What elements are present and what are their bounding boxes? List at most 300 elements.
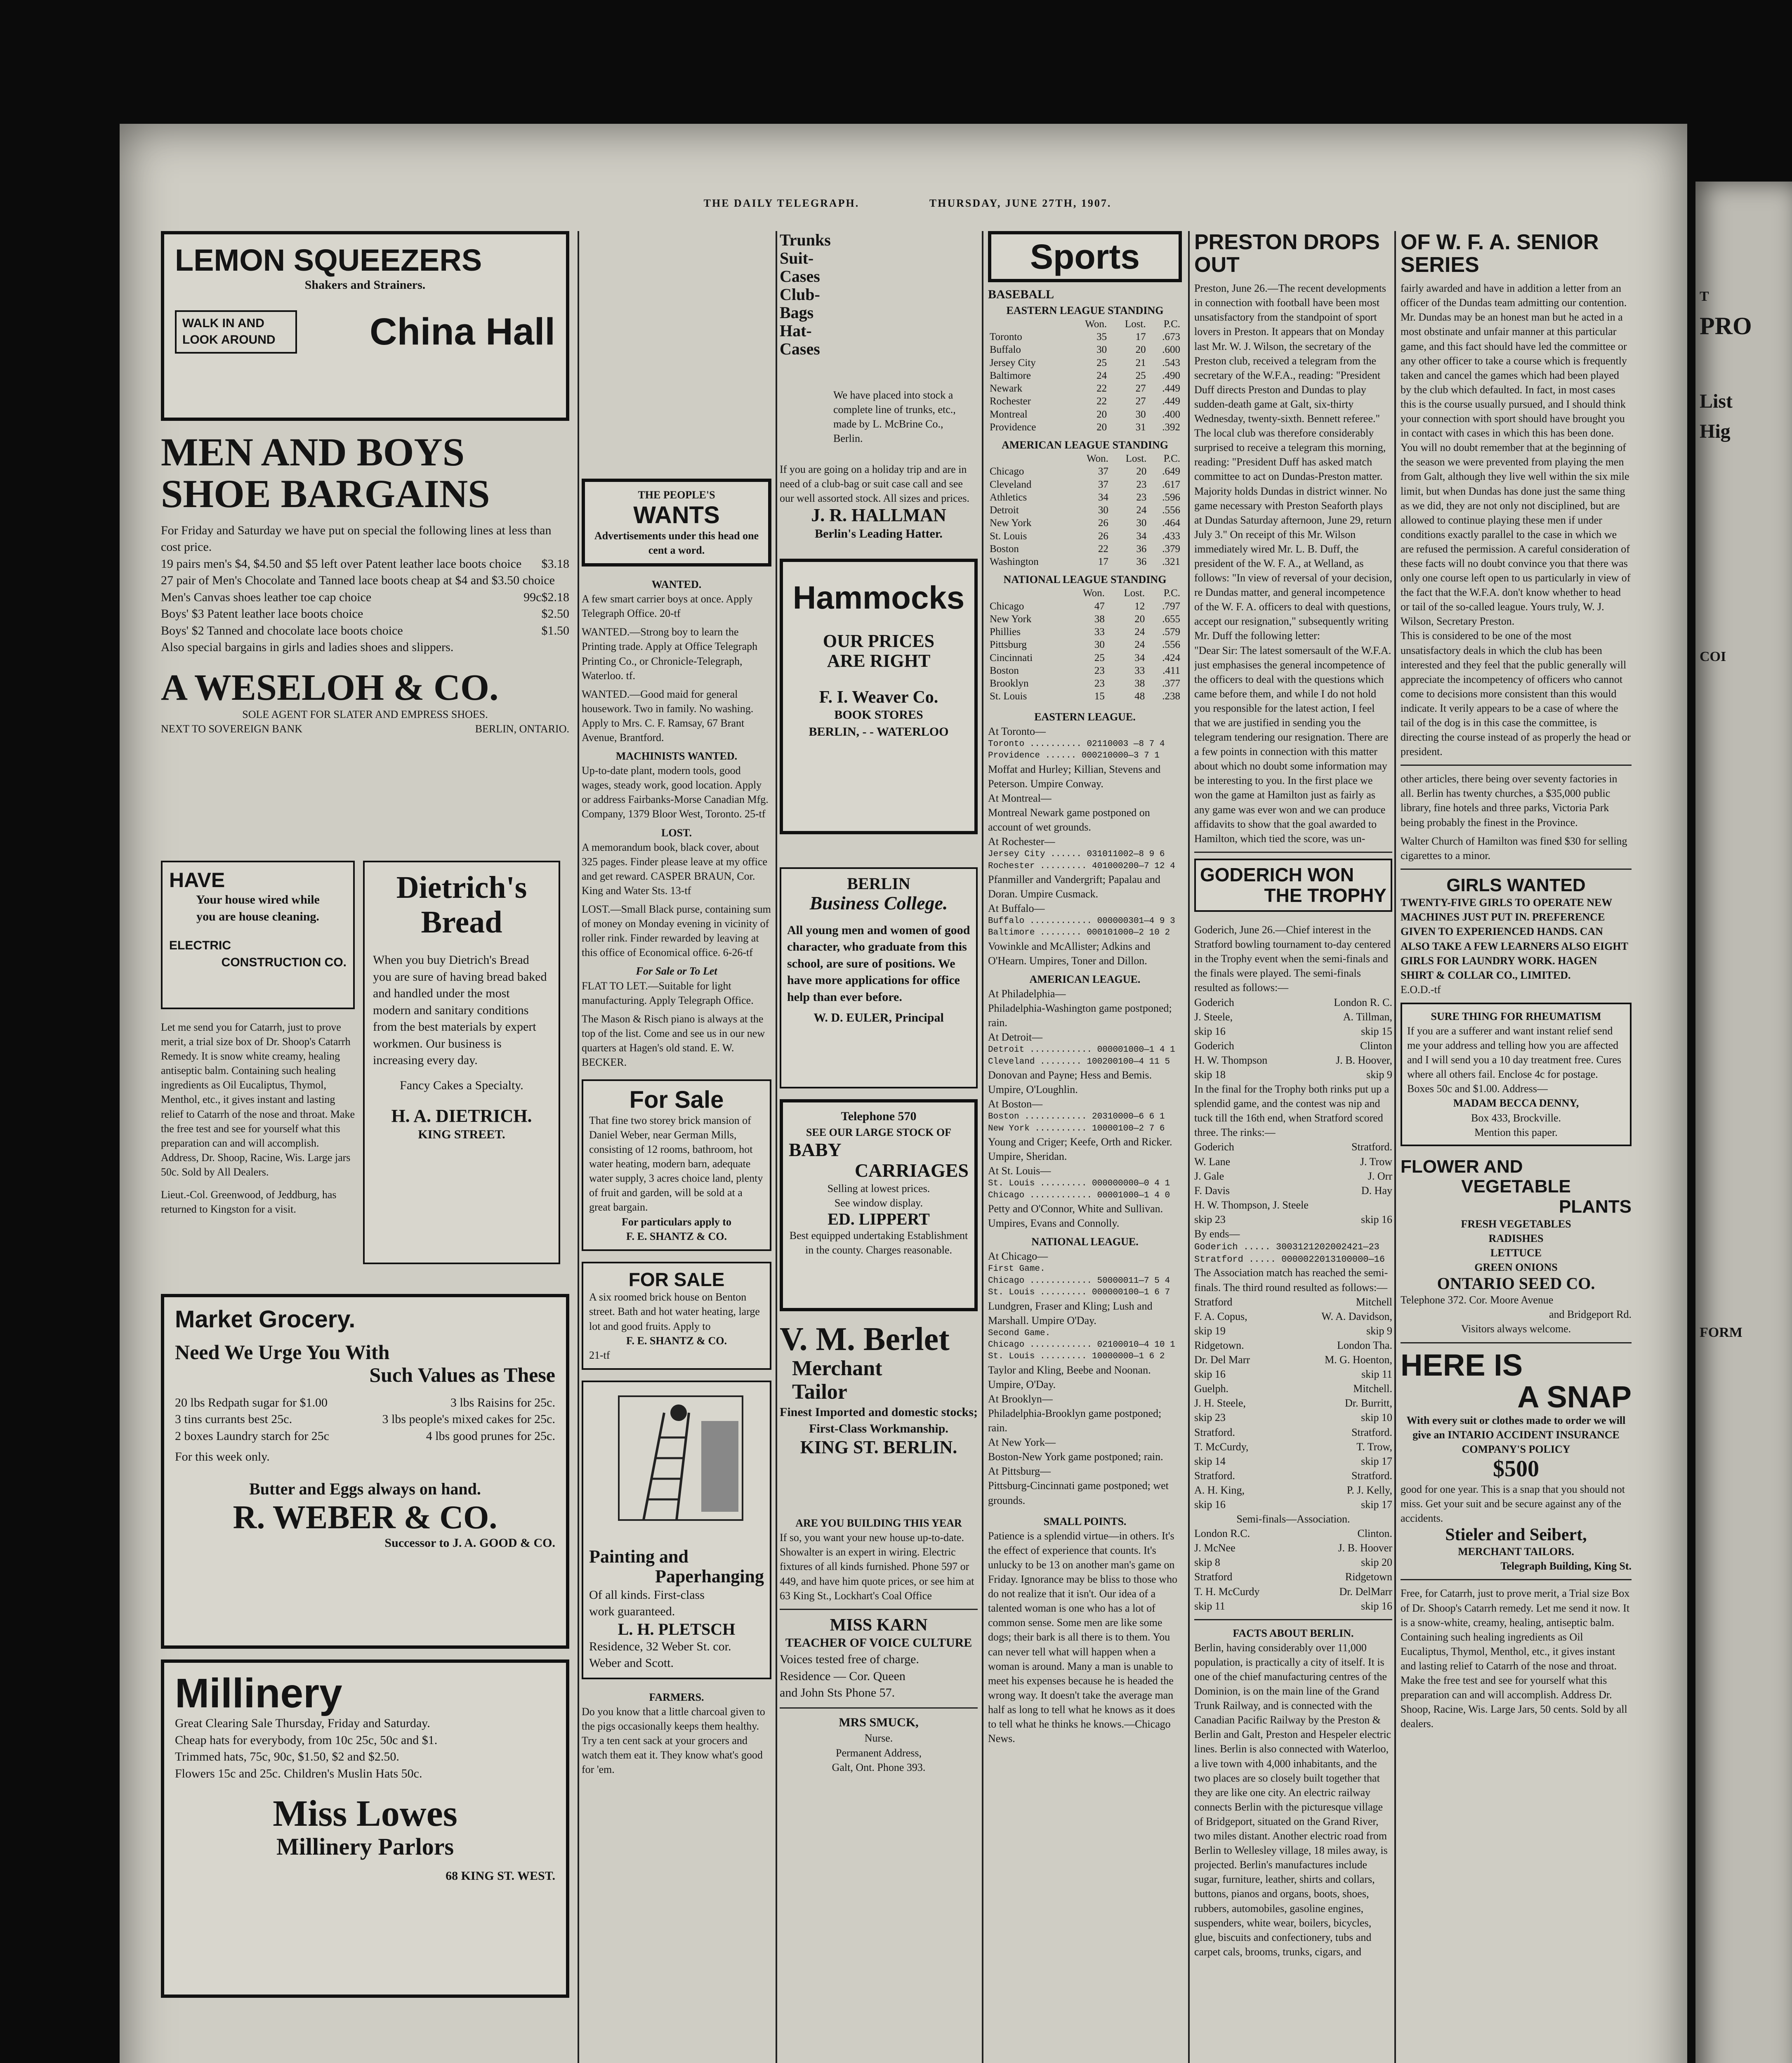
standings-cell: 36: [1136, 556, 1147, 568]
weaver-sub: BOOK STORES: [834, 708, 923, 722]
standings-cell: Cleveland: [990, 479, 1032, 490]
rink-cell: J. Orr: [1368, 1170, 1392, 1182]
electric-title: HAVE: [169, 869, 225, 892]
lippert-line: Best equipped undertaking Establishment in the county. Charges reasonable.: [789, 1230, 968, 1256]
association-semi-results: [1194, 1526, 1392, 1613]
rink-cell: skip 23: [1194, 1213, 1226, 1225]
hammocks-line: OUR PRICES: [823, 631, 935, 651]
standings-row: [988, 465, 1182, 478]
grocery-item-row: 3 tins currants best 25c. 3 lbs people's mixed cakes for 25c.: [175, 1412, 555, 1426]
standings-cell: Buffalo: [990, 344, 1021, 356]
stieler-sub: MERCHANT TAILORS.: [1458, 1546, 1574, 1558]
issue-date: THURSDAY, JUNE 27TH, 1907.: [929, 197, 1112, 209]
bread-title-1: Dietrich's: [396, 870, 527, 905]
for-sale-apply: For particulars apply to: [621, 1216, 732, 1228]
match-cell: P. J. Kelly,: [1346, 1484, 1392, 1496]
weaver-town: BERLIN, - - WATERLOO: [809, 725, 949, 739]
match-cell: skip 11: [1361, 1368, 1392, 1381]
standings-cell: New York: [990, 613, 1032, 625]
match-cell: J. McNee: [1194, 1542, 1236, 1554]
semi-finals-head: Semi-finals—Association.: [1236, 1513, 1350, 1525]
standings-header-cell: Won.: [1087, 453, 1108, 465]
column-rule: [982, 231, 983, 2063]
american-standings-table: [988, 452, 1182, 568]
game-note: Boston-New York game postponed; rain.: [988, 1451, 1163, 1463]
standings-cell: 22: [1096, 383, 1107, 394]
standings-row: [988, 517, 1182, 529]
millinery-title: Millinery: [175, 1670, 342, 1716]
standing-head: EASTERN LEAGUE STANDING: [1006, 304, 1164, 316]
goderich-para: The Association match has reached the semi-finals. The third round resulted as follows:—: [1194, 1267, 1388, 1294]
game-score-line: Chicago ............ 00001000—1 4 0: [988, 1190, 1170, 1200]
pletsch-firm: L. H. PLETSCH: [618, 1619, 736, 1638]
match-cell: skip 17: [1361, 1455, 1392, 1467]
smuck-name: MRS SMUCK,: [839, 1715, 919, 1729]
edge-fragment: FORM: [1700, 1325, 1742, 1340]
match-cell: A. H. King,: [1194, 1484, 1245, 1496]
millinery-line: Flowers 15c and 25c. Children's Muslin Hats 50c.: [175, 1766, 422, 1780]
painting-ad: [582, 1381, 771, 1679]
game-location: At Buffalo—: [988, 902, 1045, 915]
standings-cell: St. Louis: [990, 691, 1027, 702]
standings-cell: Boston: [990, 543, 1019, 555]
preston-para: "Dear Sir: The latest somersault of the W.F.A. just emphasises the general incompetence of the officers to deal with the questions which came before them, and while I do not hold you responsible for the latest action, I feel that we are justified in sending you the telegram tendering our resignation. There are a few points in connection with this matter about which no doubt some information may be interesting to you. In the first place we won the game at Hamilton just as fairly as any game was ever won and we can produce affidavits to show that the goal awarded to Hamilton, which tied the score, was un-: [1194, 644, 1391, 845]
rink-line: [1194, 1183, 1392, 1198]
match-line: [1194, 1367, 1392, 1381]
game-score-line: Providence ...... 000210000—3 7 1: [988, 751, 1160, 761]
game-note: Donovan and Payne; Hess and Bemis. Umpire, O'Loughlin.: [988, 1069, 1152, 1096]
league-head: NATIONAL LEAGUE.: [1031, 1236, 1139, 1248]
seed-firm: ONTARIO SEED CO.: [1437, 1274, 1595, 1293]
standings-cell: 27: [1135, 396, 1146, 407]
standings-row: [988, 690, 1182, 703]
for-sale-ad-2: [582, 1262, 771, 1370]
shoe-line: Men's Canvas shoes leather toe cap choice 99c: [161, 590, 542, 604]
grocery-item-row: 20 lbs Redpath sugar for $1.00 3 lbs Raisins for 25c.: [175, 1395, 555, 1409]
rink-line: [1194, 1169, 1392, 1183]
standings-cell: 24: [1134, 639, 1145, 651]
trophy-rinks: [1194, 1140, 1392, 1227]
hammocks-title: Hammocks: [792, 579, 965, 616]
shoe-title-2: SHOE BARGAINS: [161, 471, 490, 516]
standings-cell: Newark: [990, 383, 1023, 394]
standings-row: [988, 543, 1182, 555]
match-line: [1194, 1338, 1392, 1353]
match-cell: Goderich: [1194, 1039, 1234, 1052]
pletsch-address: Weber and Scott.: [589, 1656, 674, 1670]
game-location: At Boston—: [988, 1098, 1043, 1110]
painting-line: Of all kinds. First-class: [589, 1588, 705, 1602]
goderich-h1: GODERICH WON: [1200, 864, 1354, 885]
for-sale-ad-1: [582, 1079, 771, 1251]
standings-header-cell: P.C.: [1163, 588, 1180, 599]
trunk-item: Hat-: [780, 321, 812, 340]
grocery-urge-2: Such Values as These: [369, 1363, 555, 1386]
weseloh-firm: A WESELOH & CO.: [161, 667, 499, 708]
standings-cell: Providence: [990, 421, 1036, 433]
grocery-item-row: 2 boxes Laundry starch for 25c 4 lbs good prunes for 25c.: [175, 1429, 555, 1443]
standings-cell: 38: [1094, 613, 1105, 625]
standings-row: [988, 421, 1182, 434]
carriage-baby: BABY: [789, 1139, 842, 1160]
game-score-line: Rochester ......... 401000200—7 12 4: [988, 861, 1175, 871]
grocery-week: For this week only.: [175, 1450, 270, 1464]
match-cell: J. B. Hoover,: [1336, 1054, 1392, 1066]
standings-cell: .449: [1162, 383, 1180, 394]
game-location: At Brooklyn—: [988, 1393, 1053, 1405]
wants-header: [582, 479, 771, 566]
match-cell: skip 8: [1194, 1556, 1220, 1569]
match-cell: F. A. Copus,: [1194, 1310, 1247, 1322]
match-cell: skip 20: [1361, 1556, 1392, 1569]
game-note: Lundgren, Fraser and Kling; Lush and Marshall. Umpire O'Day.: [988, 1300, 1153, 1327]
millinery-parlors: Millinery Parlors: [276, 1833, 454, 1860]
edge-fragment: List: [1700, 390, 1733, 412]
standings-header-row: [988, 452, 1182, 465]
electric-firm: CONSTRUCTION CO.: [221, 955, 347, 969]
carriage-line: Selling at lowest prices.: [827, 1182, 930, 1194]
standings-cell: Jersey City: [990, 357, 1036, 368]
match-line: [1194, 1440, 1392, 1454]
game-score-line: Baltimore ........ 000101000—2 10 2: [988, 928, 1170, 938]
by-ends: By ends—: [1194, 1228, 1240, 1240]
standings-cell: 24: [1136, 505, 1147, 516]
girls-wanted-head: GIRLS WANTED: [1446, 875, 1586, 895]
small-points-body: Patience is a splendid virtue—in others. It's the effect of experience that counts. It's unlucky to be 13 on another man's game on Friday. Ignorance may be bliss to those who do not realize that it isn't. Our idea of a talented woman is one who has a lot of common sense. Some men are like some dogs; their bark is all there is to them. You can never tell what will happen when a woman is around. Many a man is unable to meet his expenses because he is headed the wrong way. It doesn't take the average man half as long to tell what he knows as it does to tell what he thinks he knows.—Chicago News.: [988, 1530, 1177, 1745]
carriage-see: SEE OUR LARGE STOCK OF: [806, 1126, 952, 1138]
standings-cell: .424: [1162, 652, 1180, 663]
carriage-line: See window display.: [834, 1197, 923, 1209]
standings-cell: .556: [1162, 505, 1180, 516]
want-body: WANTED.—Good maid for general housework. Two in family. No washing. Apply to Mrs. C. F. Ramsay, 67 Brant Avenue, Brantford.: [582, 688, 754, 744]
game-score-line: New York .......... 10000100—2 7 6: [988, 1124, 1165, 1133]
standings-cell: .238: [1162, 691, 1180, 702]
snap-h2: A SNAP: [1517, 1380, 1632, 1414]
berlet-line: Finest Imported and domestic stocks;: [780, 1405, 978, 1419]
standings-header-cell: Won.: [1085, 318, 1107, 330]
match-cell: Stratford.: [1194, 1426, 1235, 1438]
match-cell: Dr. Del Marr: [1194, 1354, 1250, 1366]
match-line: [1194, 1324, 1392, 1338]
standings-cell: 12: [1134, 600, 1145, 612]
rheum-name: MADAM BECCA DENNY,: [1453, 1097, 1579, 1109]
game-location: At Rochester—: [988, 836, 1055, 848]
trunk-list: [780, 231, 829, 462]
column-rule: [1188, 231, 1190, 2063]
want-head: WANTED.: [651, 578, 702, 591]
want-body: A memorandum book, black cover, about 325 pages. Finder please leave at my office and get reward. CASPER BRAUN, Cor. King and Water Sts. 13-tf: [582, 841, 768, 897]
standings-cell: 30: [1136, 517, 1147, 529]
standings-cell: .411: [1162, 665, 1180, 676]
market-grocery-ad: [161, 1294, 569, 1649]
want-body: Up-to-date plant, modern tools, good wages, steady work, good location. Apply or address Fairbanks-Morse Canadian Mfg. Company, 1379 Bloor West, Toronto. 25-tf: [582, 765, 769, 820]
for-sale-title: FOR SALE: [628, 1268, 725, 1290]
rink-cell: J. Gale: [1194, 1170, 1224, 1182]
painting-title-1: Painting and: [589, 1546, 689, 1567]
standings-row: [988, 504, 1182, 517]
match-line: [1194, 1526, 1392, 1541]
shantz-firm: F. E. SHANTZ & CO.: [626, 1230, 727, 1242]
want-head: LOST.: [661, 826, 692, 839]
ad-subtitle: Shakers and Strainers.: [304, 278, 426, 292]
column-6: [1401, 231, 1632, 2063]
shoe-bargains-ad: [161, 432, 569, 861]
standings-header-cell: [988, 452, 1070, 465]
match-line: [1194, 1309, 1392, 1324]
match-line: [1194, 1425, 1392, 1440]
weseloh-agent: SOLE AGENT FOR SLATER AND EMPRESS SHOES.: [242, 708, 488, 721]
match-line: [1194, 1468, 1392, 1483]
girls-wanted-ref: E.O.D.-tf: [1401, 983, 1441, 996]
match-cell: Ridgetown.: [1194, 1339, 1244, 1351]
standings-cell: .379: [1162, 543, 1180, 555]
wants-pre: THE PEOPLE'S: [638, 489, 715, 501]
game-location: At Pittsburg—: [988, 1465, 1051, 1478]
match-cell: Ridgetown: [1345, 1571, 1392, 1583]
dietrich-street: KING STREET.: [418, 1127, 505, 1141]
standings-cell: 30: [1098, 505, 1108, 516]
grocery-title: Market Grocery.: [175, 1306, 356, 1333]
standings-cell: 15: [1094, 691, 1105, 702]
college-title-1: BERLIN: [847, 874, 910, 893]
smuck-line: Galt, Ont. Phone 393.: [832, 1761, 926, 1773]
weseloh-address: NEXT TO SOVEREIGN BANK BERLIN, ONTARIO.: [161, 723, 569, 735]
game-score-line: St. Louis ......... 000000100—1 6 7: [988, 1288, 1170, 1298]
smuck-line: Permanent Address,: [836, 1747, 922, 1759]
bread-title-2: Bread: [421, 904, 502, 939]
match-cell: skip 16: [1194, 1498, 1226, 1511]
standings-cell: 26: [1098, 517, 1108, 529]
match-cell: skip 18: [1194, 1068, 1226, 1081]
want-body: A few smart carrier boys at once. Apply Telegraph Office. 20-tf: [582, 593, 753, 620]
goderich-headline: [1194, 859, 1392, 912]
electric-line: you are house cleaning.: [196, 909, 319, 923]
rink-cell: skip 16: [1361, 1213, 1392, 1225]
standings-cell: .673: [1162, 331, 1180, 343]
standings-header-cell: Lost.: [1125, 318, 1146, 330]
match-cell: Dr. Burritt,: [1345, 1397, 1392, 1409]
match-cell: skip 16: [1194, 1368, 1226, 1381]
business-college-ad: [780, 867, 978, 1088]
shoe-line: 19 pairs men's $4, $4.50 and $5 left over Patent leather lace boots choice $3.18: [161, 557, 569, 571]
association-results: [1194, 1295, 1392, 1512]
grocery-butter: Butter and Eggs always on hand.: [249, 1479, 481, 1498]
game-location: At New York—: [988, 1436, 1056, 1449]
game-location: At Montreal—: [988, 792, 1052, 804]
match-line: [1194, 1067, 1392, 1082]
standings-cell: 36: [1136, 543, 1147, 555]
match-cell: Stratford: [1194, 1571, 1233, 1583]
electric-line: Your house wired while: [196, 893, 320, 906]
match-line: [1194, 1381, 1392, 1396]
carriage-title: CARRIAGES: [854, 1160, 969, 1181]
match-cell: Stratford: [1194, 1296, 1233, 1308]
karn-line: Residence — Cor. Queen: [780, 1669, 905, 1683]
standings-cell: 22: [1096, 396, 1107, 407]
game-location: At Toronto—: [988, 725, 1046, 737]
lippert-firm: ED. LIPPERT: [828, 1210, 930, 1229]
standings-row: [988, 330, 1182, 343]
match-cell: Goderich: [1194, 996, 1234, 1008]
standings-row: [988, 530, 1182, 543]
trunk-item: Cases: [780, 267, 820, 286]
match-line: [1194, 1396, 1392, 1410]
standings-row: [988, 613, 1182, 626]
standings-cell: 26: [1098, 530, 1108, 542]
game-score-line: St. Louis ......... 10000000—1 6 2: [988, 1352, 1165, 1362]
snap-amount: $500: [1493, 1456, 1539, 1482]
game-note: Vowinkle and McAllister; Adkins and O'Hearn. Umpires, Toner and Dillon.: [988, 940, 1151, 967]
standings-row: [988, 408, 1182, 421]
standings-cell: 38: [1134, 678, 1145, 689]
game-score-line: Cleveland ........ 100200100—4 11 5: [988, 1057, 1170, 1067]
building-head: ARE YOU BUILDING THIS YEAR: [795, 1517, 962, 1530]
standings-header-row: [988, 318, 1182, 330]
catarrh-notice: Let me send you for Catarrh, just to prove merit, a trial size box of Dr. Shoop's Catarrh Remedy. It is snow white creamy, healing antiseptic balm. Containing such healing ingredients as Oil Eucaliptus, Thymol, Menthol, etc., it gives instant and lasting relief to Catarrh of the nose and throat. Make the free test and see for yourself what this preparation can and will accomplish. Address, Dr. Shoop, Racine, Wis. Large jars 50c. Sold by All Dealers.: [161, 1021, 355, 1178]
berlet-tailor-ad: [780, 1322, 978, 1516]
standings-row: [988, 651, 1182, 664]
game-score-line: Jersey City ...... 031011002—8 9 6: [988, 850, 1165, 859]
standings-cell: Cincinnati: [990, 652, 1033, 663]
standings-cell: Boston: [990, 665, 1019, 676]
standings-cell: .392: [1162, 421, 1180, 433]
preston-para: This is considered to be one of the most unsatisfactory deals in which the club has been interested and they feel that the public generally will appreciate the incompetency of officers who cannot come to decisions more consistent than this would indicate. It verily appears to be a case of where the tail of the dog is in this case the committee, is directing the course instead of as properly the head or president.: [1401, 630, 1631, 758]
match-line: [1194, 1555, 1392, 1570]
match-line: [1194, 1454, 1392, 1468]
standings-cell: .797: [1162, 600, 1180, 612]
game-location: At St. Louis—: [988, 1165, 1051, 1177]
sports-banner: [988, 231, 1182, 282]
match-cell: skip 9: [1366, 1068, 1392, 1081]
for-sale-body: A six roomed brick house on Benton street. Bath and hot water heating, large lot and good fruits. Apply to: [589, 1291, 760, 1332]
masthead: [157, 197, 1658, 214]
game-note: Philadelphia-Brooklyn game postponed; rain.: [988, 1407, 1162, 1434]
game-note: Taylor and Kling, Beebe and Noonan. Umpire, O'Day.: [988, 1364, 1151, 1390]
standings-cell: .579: [1162, 626, 1180, 638]
standings-row: [988, 626, 1182, 638]
colonel-notice: Lieut.-Col. Greenwood, of Jeddburg, has returned to Kingston for a visit.: [161, 1189, 337, 1216]
standings-cell: Athletics: [990, 491, 1027, 503]
game-note: Pittsburg-Cincinnati game postponed; wet grounds.: [988, 1480, 1169, 1506]
stieler-firm: Stieler and Seibert,: [1445, 1525, 1587, 1545]
match-cell: Stratford.: [1351, 1426, 1392, 1438]
rink-cell: W. Lane: [1194, 1155, 1231, 1168]
match-line: [1194, 1010, 1392, 1024]
preston-headline-1: PRESTON DROPS OUT: [1194, 231, 1380, 277]
girls-wanted-body: TWENTY-FIVE GIRLS TO OPERATE NEW MACHINES JUST PUT IN. PREFERENCE GIVEN TO EXPERIENCED HANDS. CAN ALSO TAKE A FEW LEARNERS ALSO EIGHT GIRLS FOR LAUNDRY WORK. HAGEN SHIRT & COLLAR CO., LIMITED.: [1401, 897, 1628, 981]
standings-cell: St. Louis: [990, 530, 1027, 542]
league-head: EASTERN LEAGUE.: [1034, 710, 1136, 723]
standings-cell: .596: [1162, 491, 1180, 503]
match-cell: J. Steele,: [1194, 1010, 1233, 1023]
match-line: [1194, 995, 1392, 1010]
game-note: Moffat and Hurley; Killian, Stevens and Peterson. Umpire Conway.: [988, 763, 1161, 790]
standings-header-cell: P.C.: [1163, 453, 1180, 465]
rink-line: [1194, 1198, 1392, 1212]
church-note: Walter Church of Hamilton was fined $30 for selling cigarettes to a minor.: [1401, 835, 1627, 862]
standings-cell: 47: [1094, 600, 1105, 612]
standings-cell: 34: [1098, 491, 1108, 503]
hammocks-ad: [780, 559, 978, 834]
game-location: At Chicago—: [988, 1250, 1048, 1263]
china-hall: China Hall: [370, 311, 555, 353]
standings-row: [988, 382, 1182, 395]
semi-final-results: [1194, 995, 1392, 1082]
millinery-address: 68 KING ST. WEST.: [446, 1869, 555, 1883]
factories-para: other articles, there being over seventy factories in all. Berlin has twenty churches, a $35,000 public library, fine hotels and three parks, Victoria Park being probably the finest in the Province.: [1401, 773, 1618, 829]
match-line: [1194, 1295, 1392, 1309]
match-cell: skip 17: [1361, 1498, 1392, 1511]
standings-cell: 23: [1094, 665, 1105, 676]
match-cell: Stratford.: [1194, 1469, 1235, 1482]
seed-item: RADISHES: [1488, 1232, 1544, 1244]
standings-header-cell: Won.: [1083, 588, 1105, 599]
standings-cell: 34: [1134, 652, 1145, 663]
eastern-standings-table: [988, 318, 1182, 434]
seed-item: GREEN ONIONS: [1474, 1261, 1558, 1274]
match-cell: Clinton.: [1357, 1527, 1392, 1540]
seed-h2: VEGETABLE: [1461, 1176, 1571, 1197]
standings-cell: 30: [1135, 408, 1146, 420]
standings-header-cell: Lost.: [1125, 453, 1147, 465]
snap-h1: HERE IS: [1401, 1348, 1523, 1382]
match-line: [1194, 1570, 1392, 1584]
carriages-ad: [780, 1099, 978, 1311]
facing-page-edge: [1695, 182, 1792, 2063]
for-sale-title: For Sale: [629, 1086, 724, 1114]
match-cell: J. B. Hoover: [1338, 1542, 1392, 1554]
want-body: WANTED.—Strong boy to learn the Printing trade. Apply at Office Telegraph Printing Co., or Chronicle-Telegraph, Waterloo. tf.: [582, 626, 758, 682]
seed-h3: PLANTS: [1559, 1196, 1632, 1217]
game-location: At Detroit—: [988, 1031, 1043, 1043]
facts-body: Berlin, having considerably over 11,000 population, is practically a city of itself. It is one of the chief manufacturing centres of the Dominion, is on the main line of the Grand Trunk Railway, and is connected with the Canadian Pacific Railway by the Preston & Berlin and Galt, Preston and Hespeler electric lines. Berlin is also connected with Waterloo, a live town with 4,000 inhabitants, and the two places are so closely built together that they are like one city. An electric railway connects Berlin with the picturesque village of Bridgeport, situated on the Grand River, two miles distant. Another electric road from Berlin to Wellesley village, 18 miles away, is projected. Berlin's manufactures include sugar, furniture, leather, shirts and collars, buttons, pianos and organs, boots, shoes, rubbers, automobiles, gasoline engines, suspenders, white wear, boilers, bicycles, glue, biscuits and confectionery, tubs and carpet cals, brooms, trunks, cigars, and: [1194, 1641, 1391, 1958]
rink-line: [1194, 1140, 1392, 1154]
shoe-also: Also special bargains in girls and ladies shoes and slippers.: [161, 640, 454, 654]
electric-firm: ELECTRIC: [169, 939, 231, 952]
millinery-line: Trimmed hats, 75c, 90c, $1.50, $2 and $2.50.: [175, 1750, 399, 1763]
catarrh-notice-2: Free, for Catarrh, just to prove merit, a Trial size Box of Dr. Shoop's Catarrh remedy. Let me send it now. It is a snow-white, creamy, healing, antiseptic balm. Containing such healing ingredients as Oil Eucaliptus, Thymol, Menthol, etc., it gives instant and lasting relief to Catarrh of the nose and throat. Make the free test and see for yourself what this preparation can and will accomplish. Address Dr. Shoop, Racine, Wis. Large Jars, 50 cents. Sold by all dealers.: [1401, 1587, 1630, 1730]
seed-item: LETTUCE: [1490, 1247, 1542, 1259]
rink-cell: D. Hay: [1361, 1184, 1392, 1197]
standings-row: [988, 677, 1182, 690]
want-head: MACHINISTS WANTED.: [615, 750, 738, 762]
match-line: [1194, 1410, 1392, 1425]
match-line: [1194, 1584, 1392, 1599]
match-line: [1194, 1541, 1392, 1555]
building-body: If so, you want your new house up-to-date. Showalter is an expert in wiring. Electric fixtures of all kinds furnished. Phone 597 or 449, and have him quote prices, or see him at 63 King St., Lockhart's Coal Office: [780, 1532, 974, 1602]
standings-cell: .543: [1162, 357, 1180, 368]
want-body: The Mason & Risch piano is always at the top of the list. Come and see us in our new quarters at Hagen's old stand. E. W. BECKER.: [582, 1013, 765, 1068]
column-1: [161, 231, 569, 2063]
standings-cell: 20: [1136, 466, 1147, 477]
standings-row: [988, 356, 1182, 369]
standings-cell: Phillies: [990, 626, 1021, 638]
game-score-line: Chicago ............ 50000011—7 5 4: [988, 1276, 1170, 1286]
standings-cell: Toronto: [990, 331, 1022, 343]
standings-cell: 34: [1136, 530, 1147, 542]
want-body: FLAT TO LET.—Suitable for light manufacturing. Apply Telegraph Office.: [582, 980, 754, 1006]
national-games: [988, 1249, 1182, 1507]
match-line: [1194, 1353, 1392, 1367]
shoe-line: 27 pair of Men's Chocolate and Tanned lace boots cheap at $4 and $3.50 choice $2.18: [161, 574, 569, 604]
standings-cell: Pittsburg: [990, 639, 1027, 651]
game-note: Montreal Newark game postponed on account of wet grounds.: [988, 806, 1150, 833]
standings-cell: Detroit: [990, 505, 1019, 516]
standings-cell: 24: [1134, 626, 1145, 638]
standings-cell: .556: [1162, 639, 1180, 651]
match-cell: London R. C.: [1334, 996, 1392, 1008]
rheum-body: If you are a sufferer and want instant relief send me your address and telling how you are affected and I will send you a 10 day treatment free. Cures where all others fail. Enclose 4c for postage. Boxes 50c and $1.00. Address—: [1407, 1024, 1622, 1095]
